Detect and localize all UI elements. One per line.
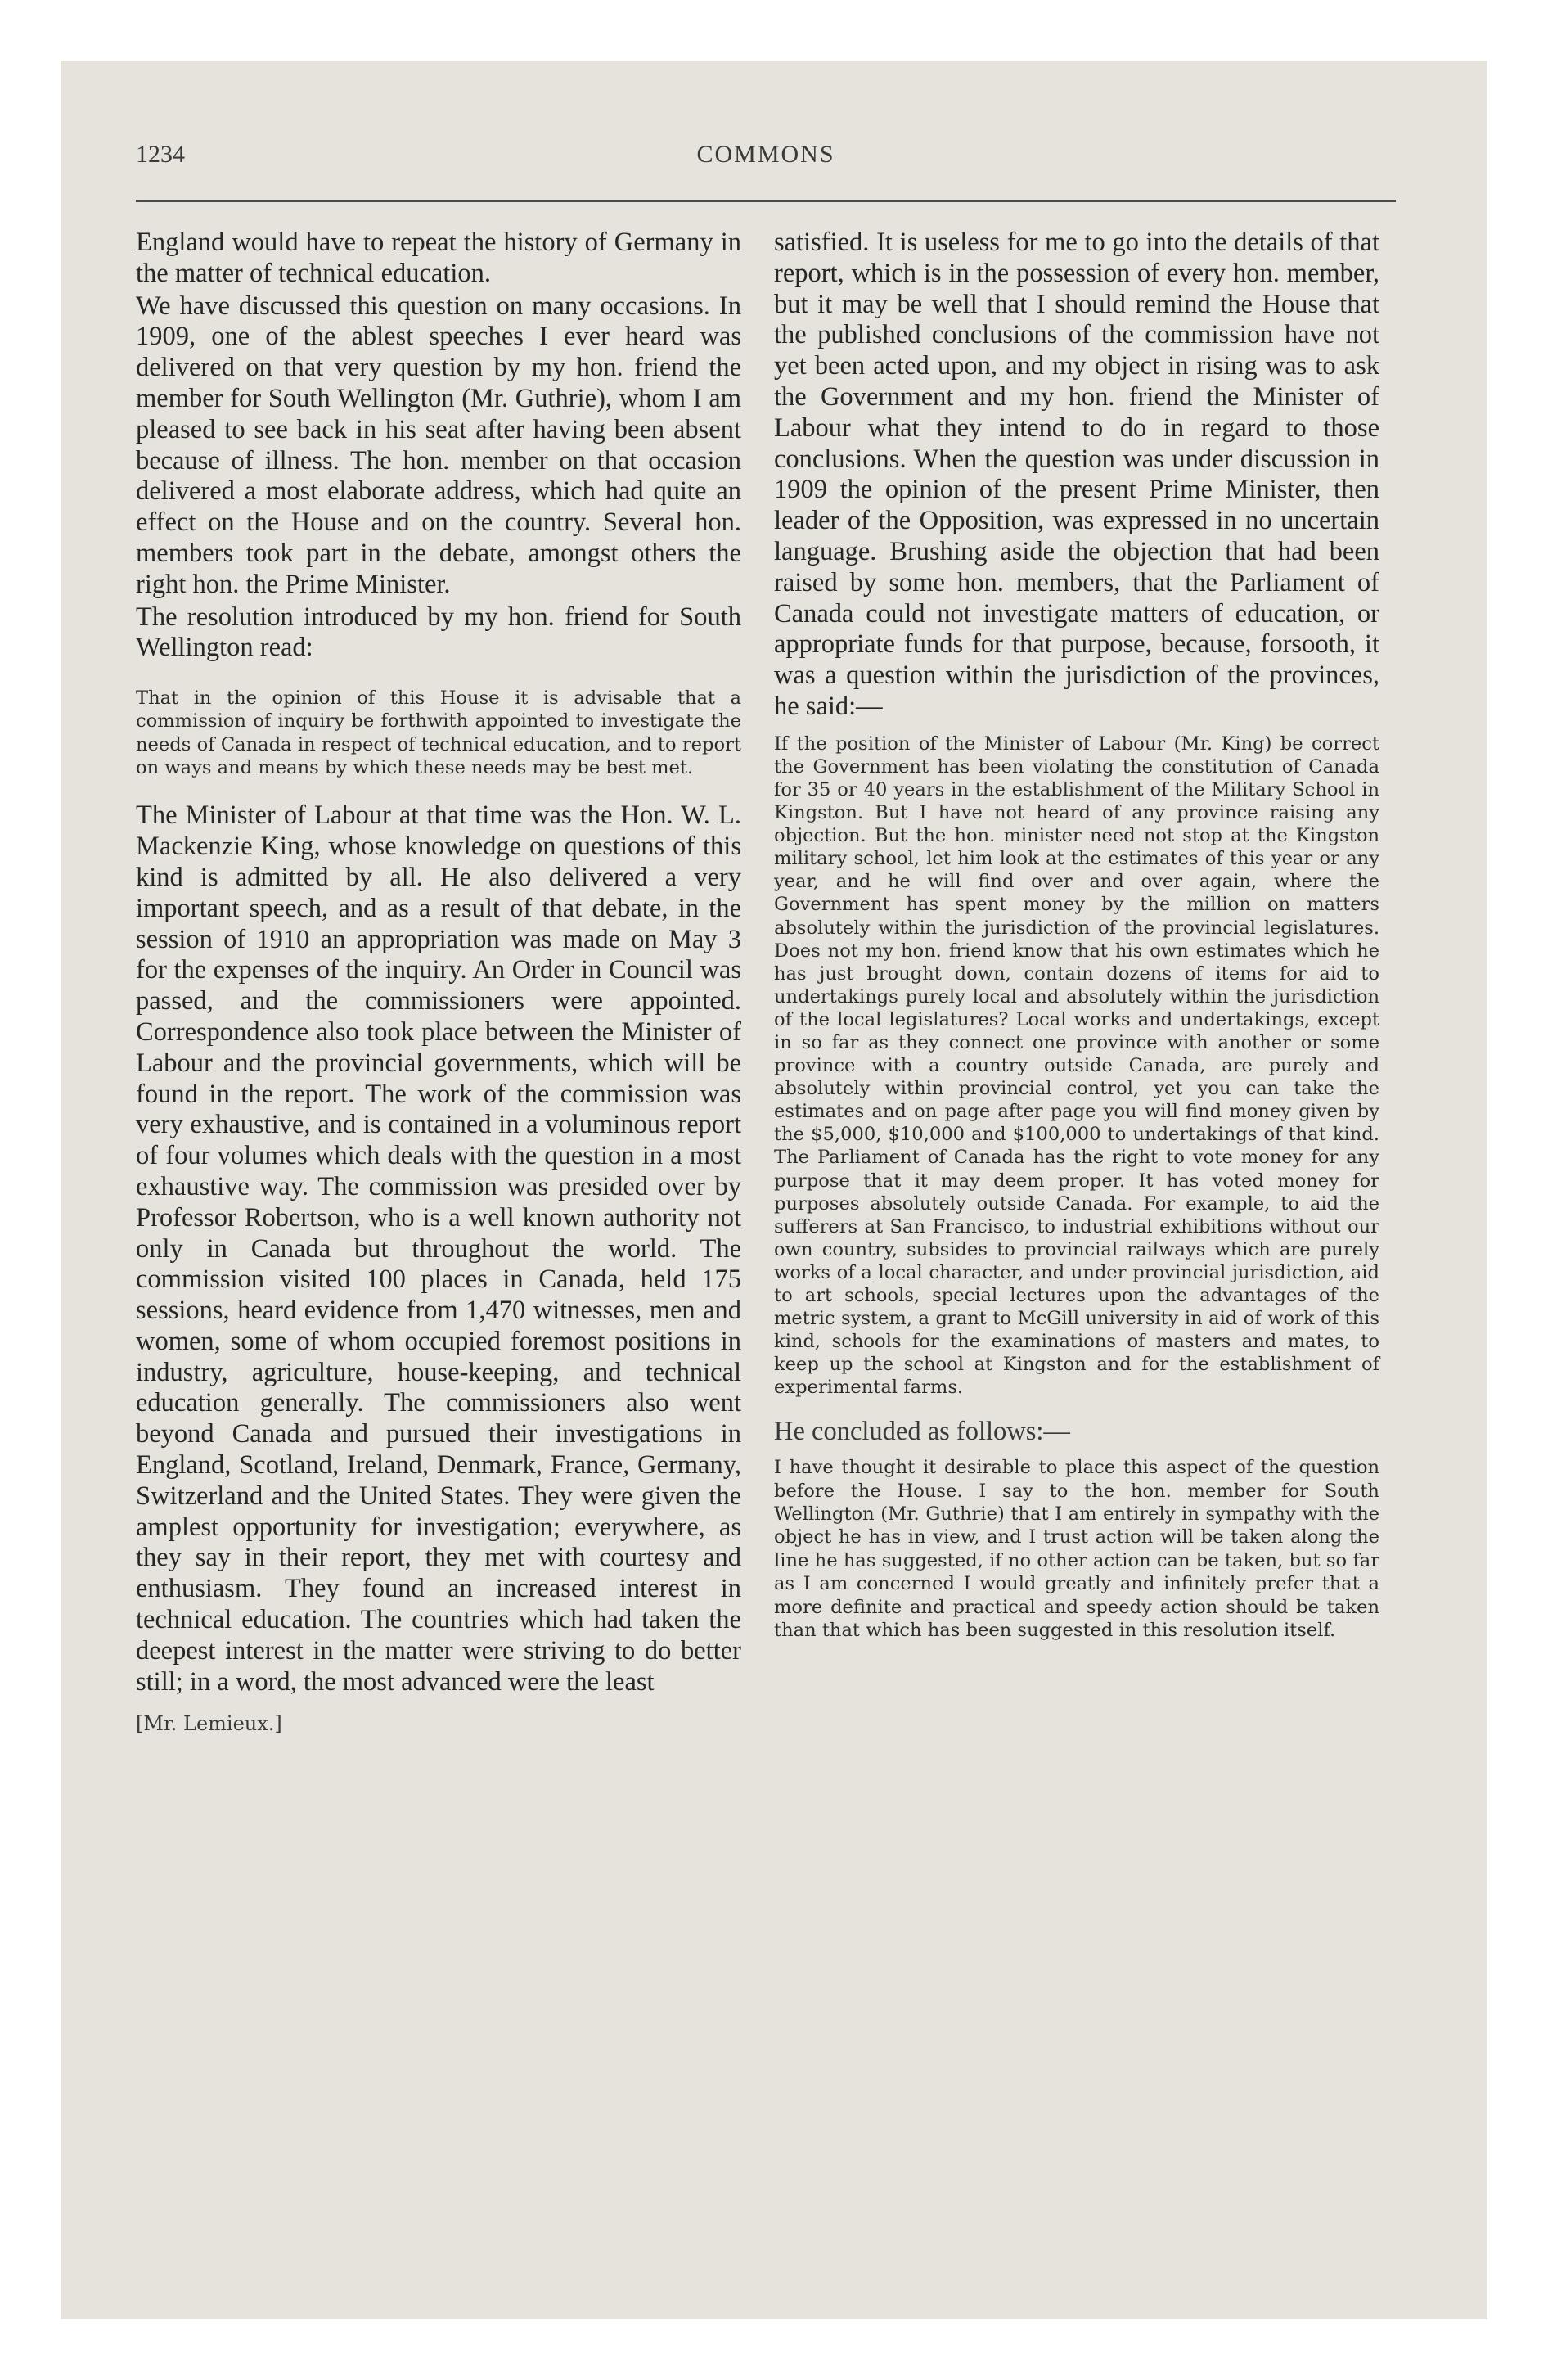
prime-minister-quote: If the position of the Minister of Labour (Mr. King) be correct the Government has been violating the constitution of Canada for 35 or 40 years in the establishment of the Military School in Kingston. But I have not heard of any province raising any objection. But the hon. minister need not stop at the Kingston military school, let him look at the estimates of this year or any year, and he will find over and over again, where the Government has spent money by the million on matters absolutely within the jurisdiction of the provincial legislatures. Does not my hon. friend know that his own estimates which he has just brought down, contain dozens of items for aid to undertakings purely local and absolutely within the jurisdiction of the local legislatures? Local works and undertakings, except in so far as they connect one province with another or some province with a country outside Canada, are purely and absolutely within provincial control, yet you can take the estimates and on page after page you will find money given by the $5,000, $10,000 and $100,000 to undertakings of that kind. The Parliament of Canada has the right to vote money for any purpose that it may deem proper. It has voted money for purposes absolutely outside Canada. For example, to aid the sufferers at San Francisco, to industrial exhibitions without our own country, subsides to provincial railways which are purely works of a local character, and under provincial jurisdiction, aid to art schools, special lectures upon the advantages of the metric system, a grant to McGill university in aid of work of this kind, schools for the examinations of masters and mates, to keep up the school at Kingston and for the establishment of experimental farms. — [774, 732, 1379, 1399]
right-paragraph-2: He concluded as follows:— — [774, 1417, 1070, 1447]
left-column — [136, 228, 741, 1735]
left-paragraph-4: The Minister of Labour at that time was the Hon. W. L. Mackenzie King, whose knowledge on questions of this kind is admitted by all. He also delivered a very important speech, and as a result of that debate, in the session of 1910 an appropriation was made on May 3 for the expenses of the inquiry. An Order in Council was passed, and the commissioners were appointed. Correspondence also took place between the Minister of Labour and the provincial governments, which will be found in the report. The work of the commission was very exhaustive, and is contained in a voluminous report of four volumes which deals with the question in a most exhaustive way. The commission was presided over by Professor Robertson, who is a well known authority not only in Canada but throughout the world. The commission visited 100 places in Canada, held 175 sessions, heard evidence from 1,470 witnesses, men and women, some of whom occupied foremost positions in industry, agriculture, house-keeping, and technical education generally. The commissioners also went beyond Canada and pursued their investigations in England, Scotland, Ireland, Denmark, France, Germany, Switzerland and the United States. They were given the amplest opportunity for investigation; everywhere, as they say in their report, they met with courtesy and enthusiasm. They found an increased interest in technical education. The countries which had taken the deepest interest in the matter were striving to do better still; in a word, the most advanced were the least — [136, 800, 741, 1697]
page-header — [136, 141, 1396, 180]
speaker-attribution: [Mr. Lemieux.] — [136, 1712, 282, 1736]
header-rule — [136, 200, 1396, 202]
left-paragraph-1: England would have to repeat the history of Germany in the matter of technical education. — [136, 228, 741, 288]
page-number: 1234 — [136, 141, 185, 168]
running-head: COMMONS — [696, 141, 835, 168]
resolution-quote: That in the opinion of this House it is advisable that a commission of inquiry be forthwith appointed to investigate the needs of Canada in respect of technical education, and to report on ways and means by which these needs may be best met. — [136, 687, 741, 779]
conclusion-quote: I have thought it desirable to place this aspect of the question before the House. I say to the hon. member for South Wellington (Mr. Guthrie) that I am entirely in sympathy with the object he has in view, and I trust action will be taken along the line he has suggested, if no other action can be taken, but so far as I am concerned I would greatly and infinitely prefer that a more definite and practical and speedy action should be taken than that which has been suggested in this resolution itself. — [774, 1457, 1379, 1642]
right-column — [774, 228, 1379, 1643]
right-paragraph-1: satisfied. It is useless for me to go into the details of that report, which is in the possession of every hon. member, but it may be well that I should remind the House that the published conclusions of the commission have not yet been acted upon, and my object in rising was to ask the Government and my hon. friend the Minister of Labour what they intend to do in regard to those conclusions. When the question was under discussion in 1909 the opinion of the present Prime Minister, then leader of the Opposition, was expressed in no uncertain language. Brushing aside the objection that had been raised by some hon. members, that the Parliament of Canada could not investigate matters of education, or appropriate funds for that purpose, because, forsooth, it was a question within the jurisdiction of the provinces, he said:— — [774, 228, 1379, 721]
left-paragraph-3: The resolution introduced by my hon. friend for South Wellington read: — [136, 602, 741, 663]
left-paragraph-2: We have discussed this question on many occasions. In 1909, one of the ablest speeches I ever heard was delivered on that very question by my hon. friend the member for South Wellington (Mr. Guthrie), whom I am pleased to see back in his seat after having been absent because of illness. The hon. member on that occasion delivered a most elaborate address, which had quite an effect on the House and on the country. Several hon. members took part in the debate, amongst others the right hon. the Prime Minister. — [136, 291, 741, 599]
